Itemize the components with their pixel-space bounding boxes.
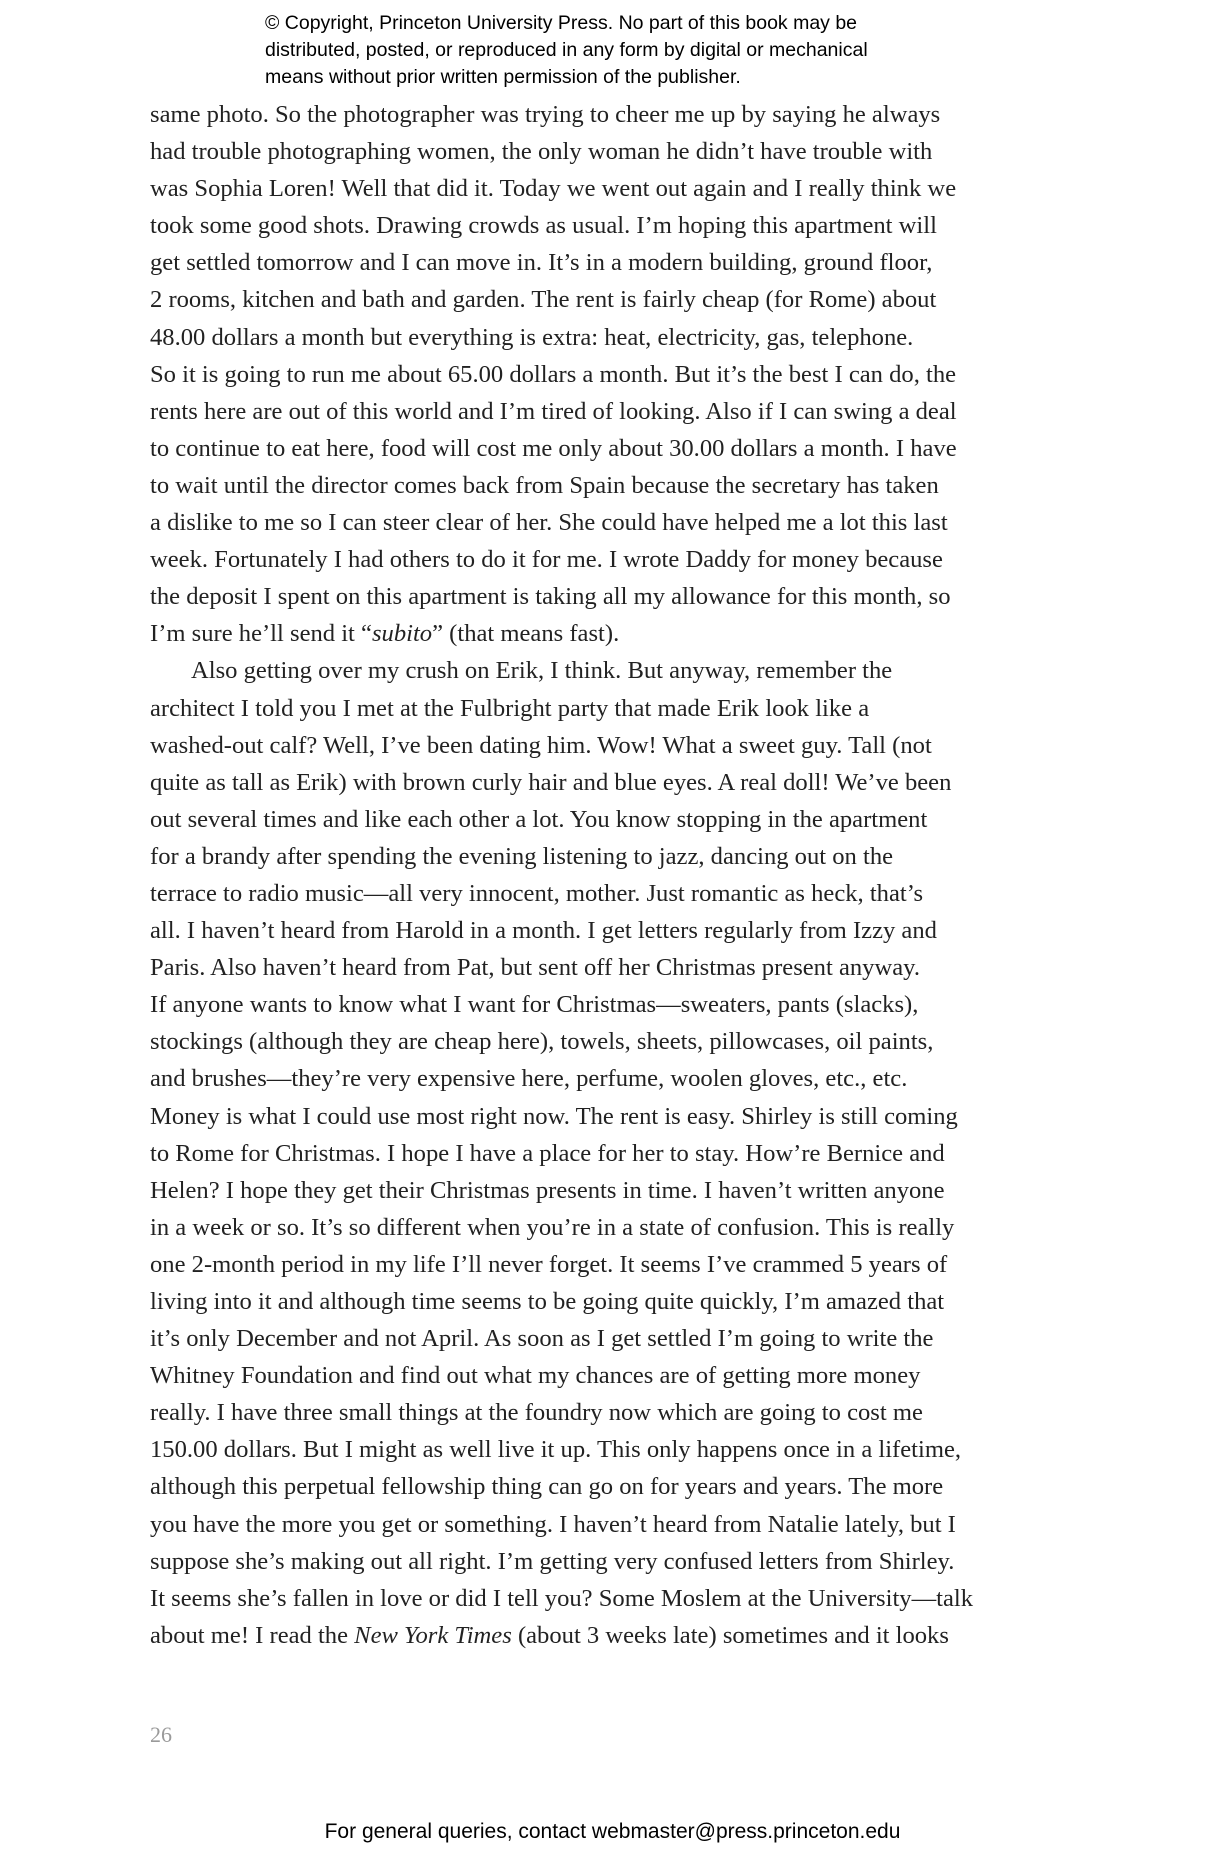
text-line: although this perpetual fellowship thing can go on for years and years. The more	[150, 1473, 944, 1501]
copyright-line: means without prior written permission of the publisher.	[265, 66, 741, 88]
text-line: to wait until the director comes back from Spain because the secretary has taken	[150, 471, 939, 499]
text-line: and brushes—they’re very expensive here, perfume, woolen gloves, etc., etc.	[150, 1065, 908, 1093]
text-line: all. I haven’t heard from Harold in a month. I get letters regularly from Izzy and	[150, 917, 937, 945]
text-line: 2 rooms, kitchen and bath and garden. The rent is fairly cheap (for Rome) about	[150, 286, 937, 314]
text-line: to Rome for Christmas. I hope I have a place for her to stay. How’re Bernice and	[150, 1139, 945, 1167]
text-line: architect I told you I met at the Fulbright party that made Erik look like a	[150, 694, 870, 722]
text-line: a dislike to me so I can steer clear of her. She could have helped me a lot this last	[150, 509, 948, 537]
text-line: Money is what I could use most right now. The rent is easy. Shirley is still coming	[150, 1102, 958, 1130]
text-line: stockings (although they are cheap here), towels, sheets, pillowcases, oil paints,	[150, 1028, 934, 1056]
text-line: terrace to radio music—all very innocent, mother. Just romantic as heck, that’s	[150, 879, 924, 907]
text-line: really. I have three small things at the foundry now which are going to cost me	[150, 1399, 923, 1427]
text-line: living into it and although time seems to be going quite quickly, I’m amazed that	[150, 1288, 945, 1315]
italic-title: New York Times	[354, 1621, 512, 1649]
text-line: the deposit I spent on this apartment is taking all my allowance for this month, so	[150, 583, 951, 611]
text-line: to continue to eat here, food will cost me only about 30.00 dollars a month. I have	[150, 434, 957, 462]
text-line: Helen? I hope they get their Christmas presents in time. I haven’t written anyone	[150, 1176, 945, 1204]
copyright-line: distributed, posted, or reproduced in any form by digital or mechanical	[265, 39, 868, 61]
text-line	[150, 615, 1050, 652]
body-text	[150, 96, 1050, 1654]
text-line: one 2-month period in my life I’ll never forget. It seems I’ve crammed 5 years of	[150, 1250, 948, 1278]
text-line: washed-out calf? Well, I’ve been dating him. Wow! What a sweet guy. Tall (not	[150, 731, 932, 759]
copyright-line: © Copyright, Princeton University Press. No part of this book may be	[265, 12, 858, 34]
text-line: had trouble photographing women, the only woman he didn’t have trouble with	[150, 138, 933, 166]
text-line: 48.00 dollars a month but everything is extra: heat, electricity, gas, telephone.	[150, 323, 914, 351]
text-line: it’s only December and not April. As soon as I get settled I’m going to write the	[150, 1325, 934, 1353]
text-line: was Sophia Loren! Well that did it. Today we went out again and I really think we	[150, 175, 957, 203]
text-line: rents here are out of this world and I’m tired of looking. Also if I can swing a deal	[150, 397, 957, 425]
text-line: you have the more you get or something. I haven’t heard from Natalie lately, but I	[150, 1510, 956, 1538]
text-line: Paris. Also haven’t heard from Pat, but sent off her Christmas present anyway.	[150, 954, 920, 982]
text-line: 150.00 dollars. But I might as well live it up. This only happens once in a lifetime,	[150, 1436, 962, 1464]
text-line	[150, 1617, 1050, 1654]
text-line: So it is going to run me about 65.00 dollars a month. But it’s the best I can do, the	[150, 360, 957, 388]
text-line: If anyone wants to know what I want for Christmas—sweaters, pants (slacks),	[150, 991, 919, 1019]
text-line: in a week or so. It’s so different when you’re in a state of confusion. This is really	[150, 1213, 955, 1241]
text-segment: (about 3 weeks late) sometimes and it looks	[511, 1621, 949, 1649]
page-number: 26	[150, 1722, 172, 1747]
footer-contact: For general queries, contact webmaster@press.princeton.edu	[324, 1820, 901, 1843]
text-segment: ” (that means fast).	[432, 620, 620, 648]
text-line: quite as tall as Erik) with brown curly hair and blue eyes. A real doll! We’ve been	[150, 768, 952, 796]
text-segment: I’m sure he’ll send it “	[150, 620, 372, 648]
text-line: Whitney Foundation and find out what my chances are of getting more money	[150, 1362, 921, 1390]
italic-word: subito	[371, 620, 433, 648]
text-line: suppose she’s making out all right. I’m getting very confused letters from Shirley.	[150, 1547, 955, 1575]
text-segment: about me! I read the	[150, 1621, 355, 1649]
text-line: took some good shots. Drawing crowds as usual. I’m hoping this apartment will	[150, 212, 937, 240]
text-line: same photo. So the photographer was trying to cheer me up by saying he always	[150, 101, 941, 128]
text-line: out several times and like each other a lot. You know stopping in the apartment	[150, 805, 928, 833]
text-line: get settled tomorrow and I can move in. It’s in a modern building, ground floor,	[150, 249, 933, 277]
copyright-notice	[265, 10, 965, 91]
paragraph-start-line: Also getting over my crush on Erik, I think. But anyway, remember the	[191, 657, 893, 685]
text-line: week. Fortunately I had others to do it for me. I wrote Daddy for money because	[150, 546, 943, 574]
text-line: for a brandy after spending the evening listening to jazz, dancing out on the	[150, 842, 894, 870]
text-line: It seems she’s fallen in love or did I tell you? Some Moslem at the University—talk	[150, 1584, 974, 1612]
